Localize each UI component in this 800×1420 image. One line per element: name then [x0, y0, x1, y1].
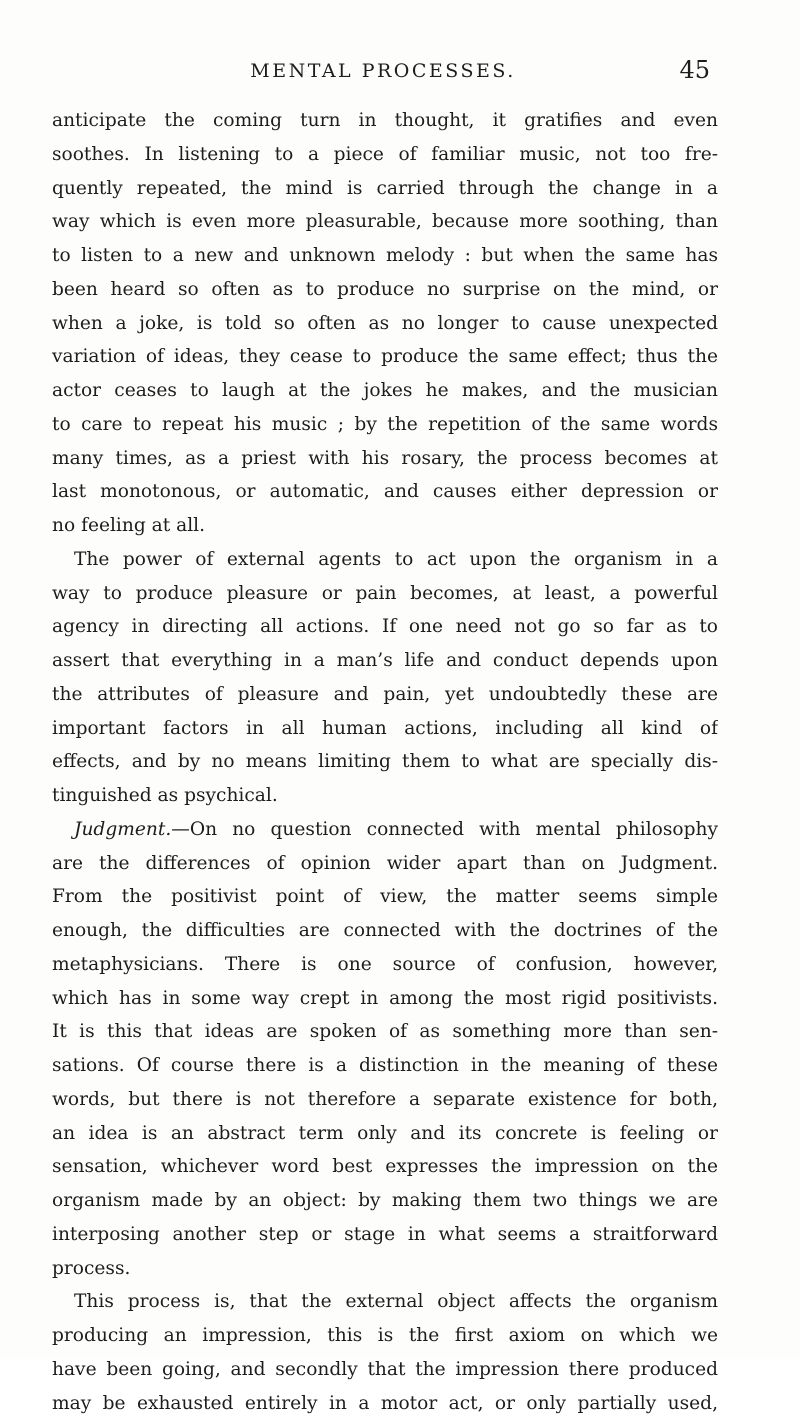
running-title: MENTAL PROCESSES.: [56, 60, 710, 82]
text-line: to listen to a new and unknown melody : but when the same has: [52, 239, 718, 273]
text-line: It is this that ideas are spoken of as something more than sen-: [52, 1015, 718, 1049]
paragraph-process: [52, 1285, 718, 1420]
text-line: actor ceases to laugh at the jokes he makes, and the musician: [52, 374, 718, 408]
text-line: The power of external agents to act upon the organism in a: [52, 543, 718, 577]
text-line: when a joke, is told so often as no longer to cause unexpected: [52, 307, 718, 341]
text-line: the attributes of pleasure and pain, yet undoubtedly these are: [52, 678, 718, 712]
text-line: organism made by an object: by making them two things we are: [52, 1184, 718, 1218]
text-line: no feeling at all.: [52, 509, 718, 543]
text-line: been heard so often as to produce no surprise on the mind, or: [52, 273, 718, 307]
text-line: are the differences of opinion wider apart than on Judgment.: [52, 847, 718, 881]
text-line: soothes. In listening to a piece of familiar music, not too fre-: [52, 138, 718, 172]
page-number: 45: [679, 56, 710, 84]
text-line: have been going, and secondly that the impression there produced: [52, 1353, 718, 1387]
text-line: tinguished as psychical.: [52, 779, 718, 813]
text-line: last monotonous, or automatic, and causes either depression or: [52, 475, 718, 509]
text-line: way which is even more pleasurable, because more soothing, than: [52, 205, 718, 239]
text-line: assert that everything in a man’s life and conduct depends upon: [52, 644, 718, 678]
text-line: This process is, that the external object affects the organism: [52, 1285, 718, 1319]
text-line: may be exhausted entirely in a motor act, or only partially used,: [52, 1387, 718, 1420]
text-line: metaphysicians. There is one source of confusion, however,: [52, 948, 718, 982]
text-line: producing an impression, this is the first axiom on which we: [52, 1319, 718, 1353]
text-line: From the positivist point of view, the matter seems simple: [52, 880, 718, 914]
text-line: process.: [52, 1252, 718, 1286]
text-line: enough, the difficulties are connected with the doctrines of the: [52, 914, 718, 948]
text-line: sations. Of course there is a distinction in the meaning of these: [52, 1049, 718, 1083]
text-line: anticipate the coming turn in thought, it gratifies and even: [52, 104, 718, 138]
text-line: which has in some way crept in among the most rigid positivists.: [52, 982, 718, 1016]
text-line: agency in directing all actions. If one need not go so far as to: [52, 610, 718, 644]
paragraph-continuation: [52, 104, 718, 543]
text-line: sensation, whichever word best expresses the impression on the: [52, 1150, 718, 1184]
body-text: [52, 104, 718, 1420]
text-line: words, but there is not therefore a separate existence for both,: [52, 1083, 718, 1117]
text-line: quently repeated, the mind is carried through the change in a: [52, 172, 718, 206]
text-line: way to produce pleasure or pain becomes, at least, a powerful: [52, 577, 718, 611]
paragraph-judgment: [52, 813, 718, 1286]
text-line: important factors in all human actions, including all kind of: [52, 712, 718, 746]
text-line: effects, and by no means limiting them to what are specially dis-: [52, 745, 718, 779]
section-heading: Judgment.: [74, 819, 171, 840]
text-line: interposing another step or stage in what seems a straitforward: [52, 1218, 718, 1252]
text-line: [52, 813, 718, 847]
text-line: an idea is an abstract term only and its concrete is feeling or: [52, 1117, 718, 1151]
text-line: many times, as a priest with his rosary, the process becomes at: [52, 442, 718, 476]
running-head: [56, 58, 710, 88]
text-line: variation of ideas, they cease to produce the same effect; thus the: [52, 340, 718, 374]
paragraph-pleasure-pain: [52, 543, 718, 813]
text-line-rest: —On no question connected with mental philosophy: [171, 819, 718, 840]
text-line: to care to repeat his music ; by the repetition of the same words: [52, 408, 718, 442]
